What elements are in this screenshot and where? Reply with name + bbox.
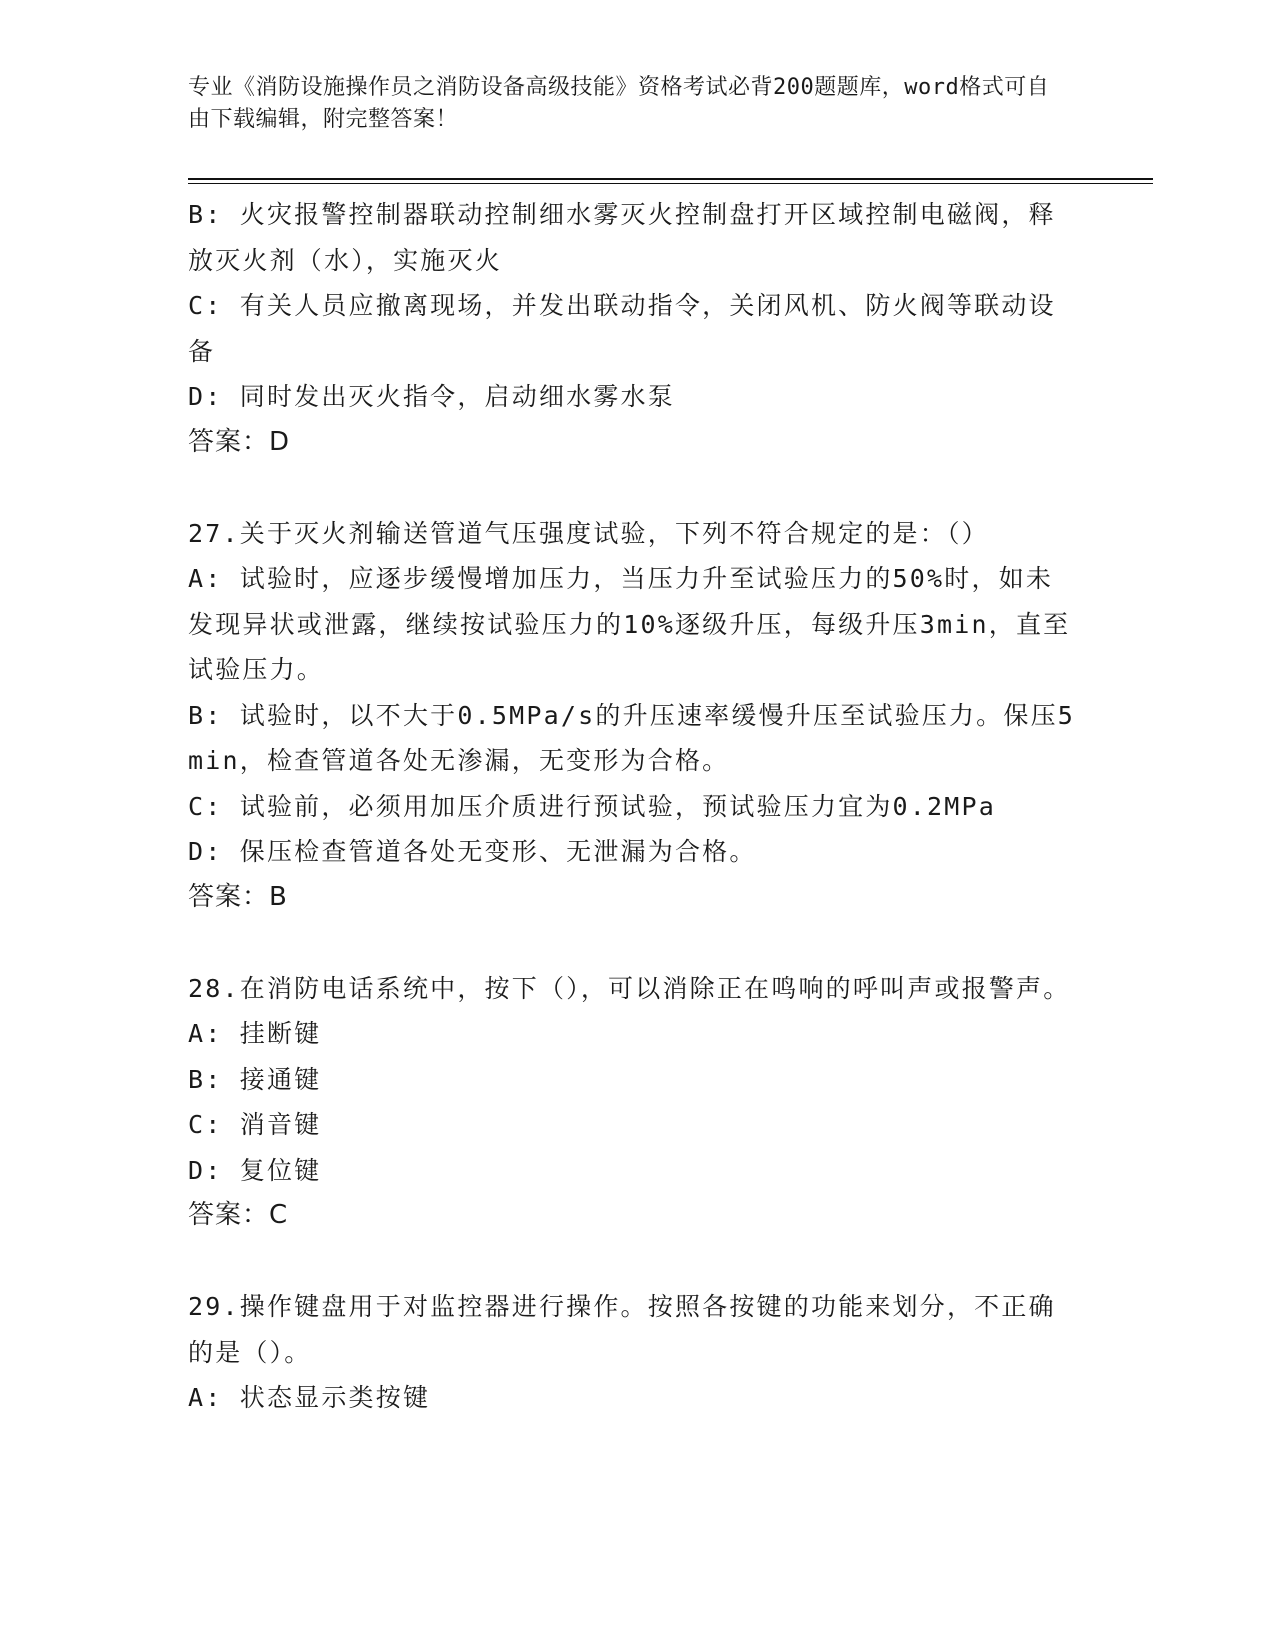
question-stem: 29.操作键盘用于对监控器进行操作。按照各按键的功能来划分，不正确的是（）。 (188, 1292, 1056, 1367)
option-c: C: 试验前，必须用加压介质进行预试验，预试验压力宜为0.2MPa (188, 791, 997, 821)
question-27 (188, 511, 1078, 921)
option-d: D: 保压检查管道各处无变形、无泄漏为合格。 (188, 837, 757, 866)
spacer (188, 465, 1078, 511)
answer-label: 答案：D (188, 426, 291, 457)
option-c: C: 有关人员应撤离现场，并发出联动指令，关闭风机、防火阀等联动设备 (188, 291, 1056, 366)
answer-label: 答案：C (188, 1200, 289, 1230)
question-28 (188, 966, 1078, 1239)
question-stem: 28.在消防电话系统中，按下（），可以消除正在鸣响的呼叫声或报警声。 (188, 973, 1071, 1003)
option-c: C: 消音键 (188, 1110, 322, 1139)
header-divider-thick (188, 178, 1153, 180)
spacer (188, 920, 1078, 966)
question-26-tail (188, 192, 1078, 465)
option-b: B: 火灾报警控制器联动控制细水雾灭火控制盘打开区域控制电磁阀，释放灭火剂（水），实施灭火 (188, 200, 1056, 275)
option-a: A: 挂断键 (188, 1019, 322, 1048)
answer-label: 答案：B (188, 881, 288, 912)
option-d: D: 复位键 (188, 1155, 322, 1185)
question-content (188, 192, 1078, 1421)
document-header: 专业《消防设施操作员之消防设备高级技能》资格考试必背200题题库，word格式可自由下载编辑，附完整答案！ (188, 75, 1050, 132)
option-a: A: 状态显示类按键 (188, 1383, 431, 1412)
spacer (188, 1239, 1078, 1285)
question-29 (188, 1284, 1078, 1421)
option-d: D: 同时发出灭火指令，启动细水雾水泵 (188, 382, 675, 411)
option-a: A: 试验时，应逐步缓慢增加压力，当压力升至试验压力的50%时，如未发现异状或泄露，继续按试验压力的10%逐级升压，每级升压3min，直至试验压力。 (188, 564, 1071, 684)
option-b: B: 试验时，以不大于0.5MPa/s的升压速率缓慢升压至试验压力。保压5min，检查管道各处无渗漏，无变形为合格。 (188, 700, 1076, 775)
option-b: B: 接通键 (188, 1064, 322, 1094)
header-divider-thin (188, 183, 1153, 184)
question-stem: 27.关于灭火剂输送管道气压强度试验，下列不符合规定的是：（） (188, 518, 989, 548)
